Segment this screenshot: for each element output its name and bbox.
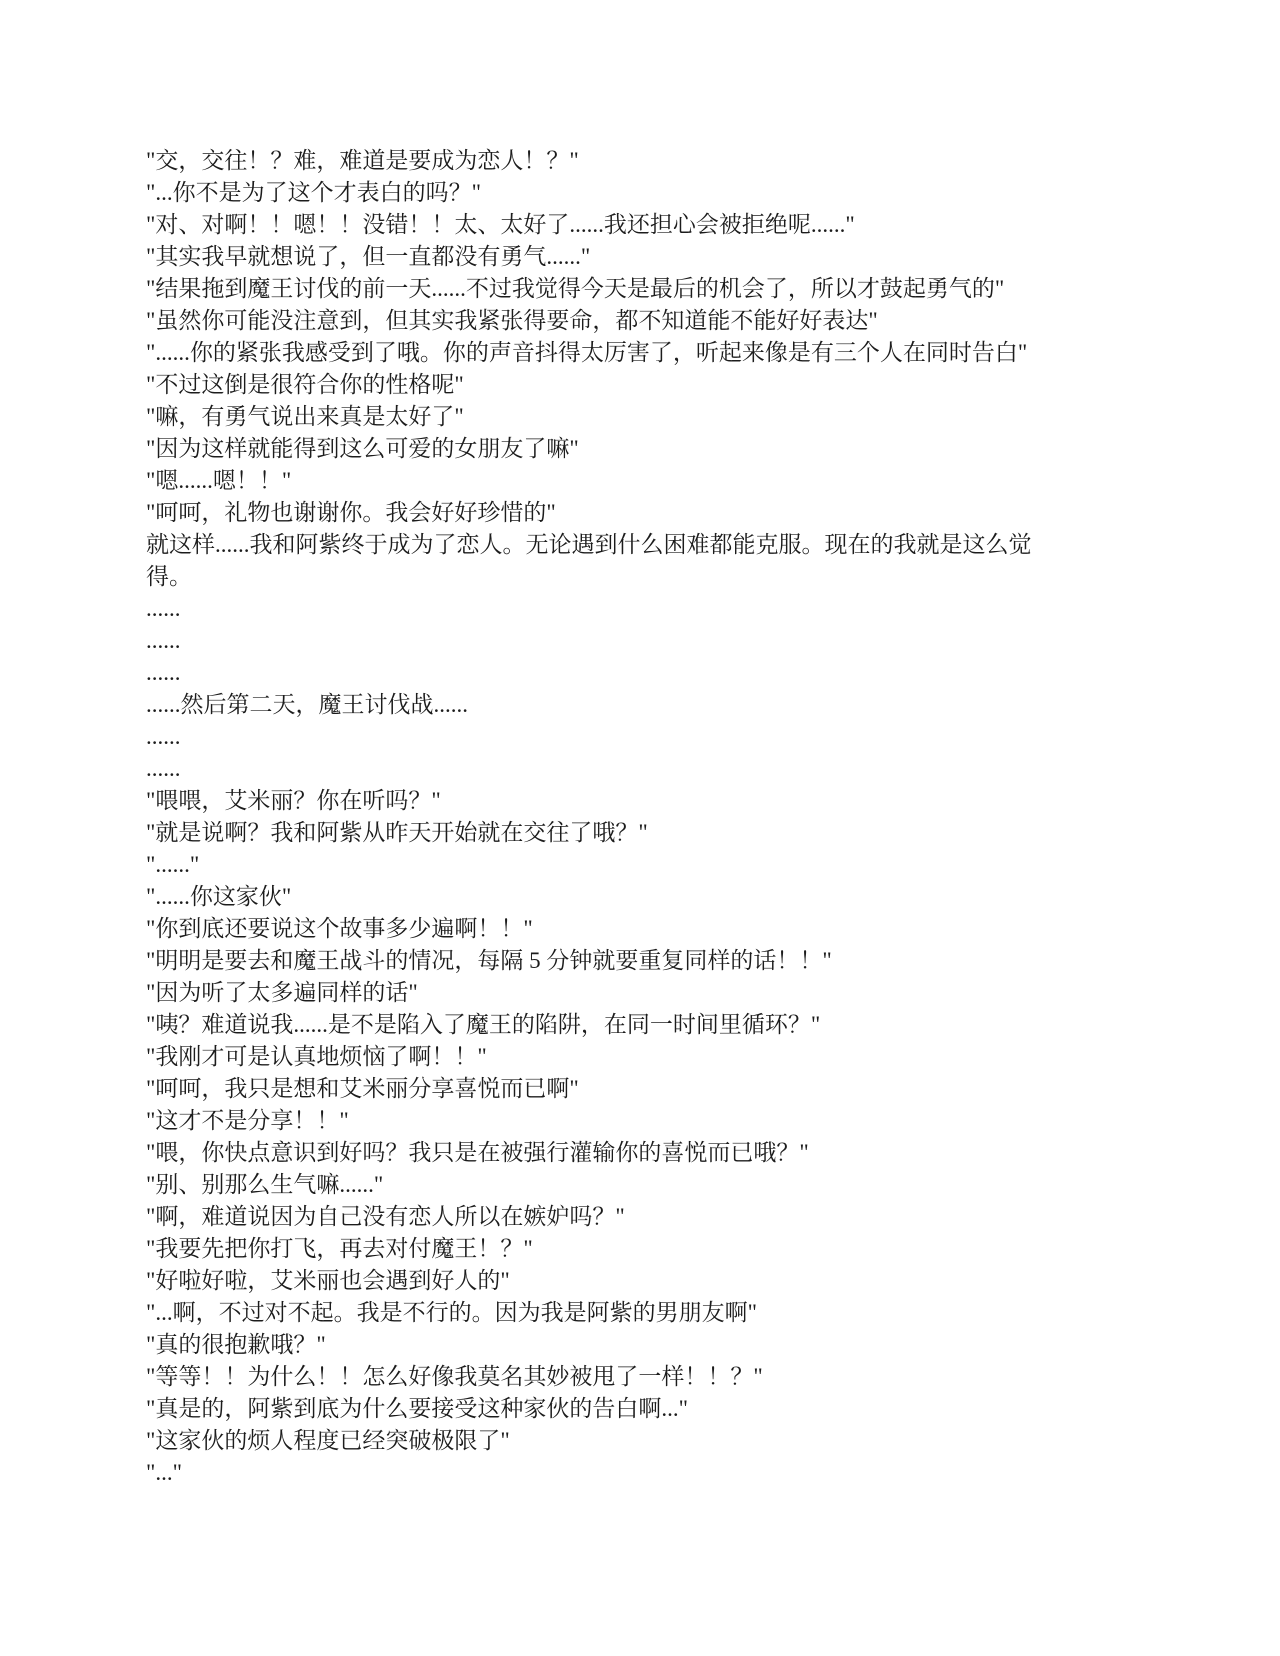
- dialogue-line: "我刚才可是认真地烦恼了啊！！": [146, 1044, 487, 1069]
- dialogue-line: "真是的，阿紫到底为什么要接受这种家伙的告白啊...": [146, 1396, 689, 1421]
- dialogue-line: "这才不是分享！！": [146, 1108, 349, 1133]
- dialogue-line: "其实我早就想说了，但一直都没有勇气......": [146, 244, 591, 269]
- dialogue-line: ......: [146, 628, 181, 653]
- dialogue-line: "......你这家伙": [146, 884, 292, 909]
- dialogue-line: ......: [146, 756, 181, 781]
- dialogue-line: "就是说啊？我和阿紫从昨天开始就在交往了哦？": [146, 820, 648, 845]
- dialogue-line: "因为听了太多遍同样的话": [146, 980, 418, 1005]
- dialogue-line: "呵呵，礼物也谢谢你。我会好好珍惜的": [146, 500, 556, 525]
- dialogue-line: "...你不是为了这个才表白的吗？": [146, 180, 482, 205]
- dialogue-line: "...": [146, 1460, 183, 1485]
- dialogue-line: "虽然你可能没注意到，但其实我紧张得要命，都不知道能不能好好表达": [146, 308, 878, 333]
- dialogue-line: ......然后第二天，魔王讨伐战......: [146, 692, 468, 717]
- dialogue-line: "嘛，有勇气说出来真是太好了": [146, 404, 464, 429]
- dialogue-line: "喂，你快点意识到好吗？我只是在被强行灌输你的喜悦而已哦？": [146, 1140, 809, 1165]
- story-text: [146, 145, 1058, 1489]
- dialogue-line: "......你的紧张我感受到了哦。你的声音抖得太厉害了，听起来像是有三个人在同时告白": [146, 340, 1028, 365]
- dialogue-line: "结果拖到魔王讨伐的前一天......不过我觉得今天是最后的机会了，所以才鼓起勇气的": [146, 276, 1005, 301]
- dialogue-line: "喂喂，艾米丽？你在听吗？": [146, 788, 441, 813]
- dialogue-line: "不过这倒是很符合你的性格呢": [146, 372, 464, 397]
- dialogue-line: ......: [146, 724, 181, 749]
- dialogue-line: "交，交往！？难，难道是要成为恋人！？": [146, 148, 579, 173]
- dialogue-line: "等等！！为什么！！怎么好像我莫名其妙被甩了一样！！？": [146, 1364, 763, 1389]
- dialogue-line: ......: [146, 660, 181, 685]
- dialogue-line: "对、对啊！！嗯！！没错！！太、太好了......我还担心会被拒绝呢......": [146, 212, 855, 237]
- dialogue-line: "咦？难道说我......是不是陷入了魔王的陷阱，在同一时间里循环？": [146, 1012, 821, 1037]
- dialogue-line: "...啊，不过对不起。我是不行的。因为我是阿紫的男朋友啊": [146, 1300, 758, 1325]
- dialogue-line: 就这样......我和阿紫终于成为了恋人。无论遇到什么困难都能克服。现在的我就是这么觉得。: [146, 532, 1032, 589]
- dialogue-line: "我要先把你打飞，再去对付魔王！？": [146, 1236, 533, 1261]
- dialogue-line: "明明是要去和魔王战斗的情况，每隔 5 分钟就要重复同样的话！！": [146, 948, 832, 973]
- dialogue-line: "别、别那么生气嘛......": [146, 1172, 384, 1197]
- dialogue-line: "啊，难道说因为自己没有恋人所以在嫉妒吗？": [146, 1204, 625, 1229]
- dialogue-line: "呵呵，我只是想和艾米丽分享喜悦而已啊": [146, 1076, 579, 1101]
- dialogue-line: "好啦好啦，艾米丽也会遇到好人的": [146, 1268, 510, 1293]
- dialogue-line: "因为这样就能得到这么可爱的女朋友了嘛": [146, 436, 579, 461]
- dialogue-line: "你到底还要说这个故事多少遍啊！！": [146, 916, 533, 941]
- dialogue-line: "这家伙的烦人程度已经突破极限了": [146, 1428, 510, 1453]
- dialogue-line: "......": [146, 852, 200, 877]
- dialogue-line: "嗯......嗯！！": [146, 468, 292, 493]
- dialogue-line: ......: [146, 596, 181, 621]
- dialogue-line: "真的很抱歉哦？": [146, 1332, 326, 1357]
